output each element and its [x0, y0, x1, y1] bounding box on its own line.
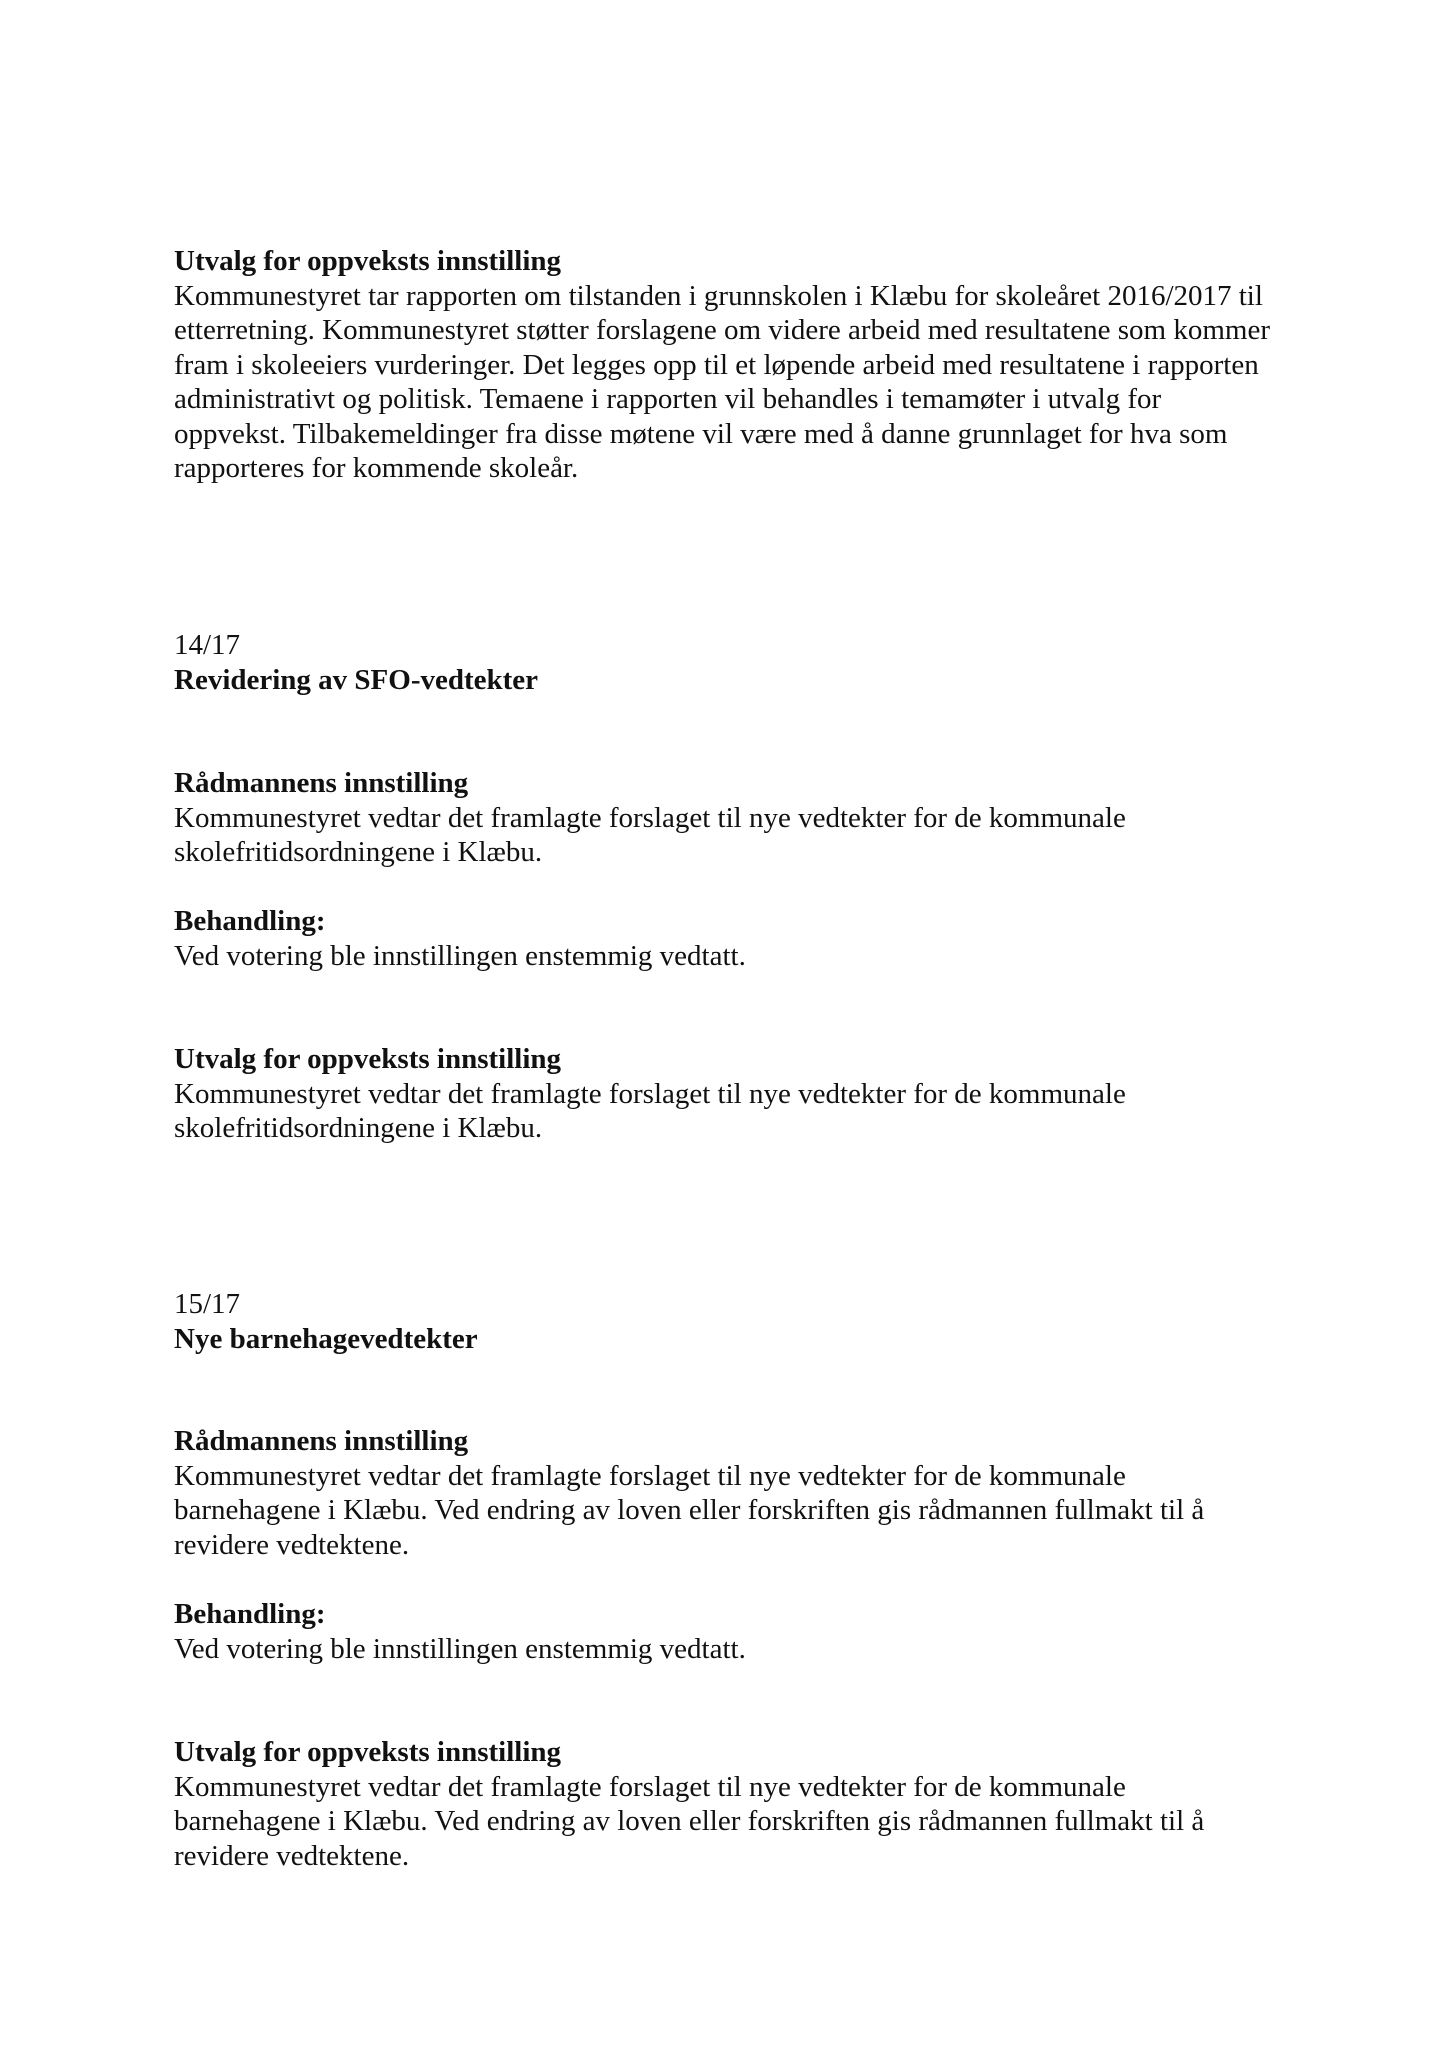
radmann-innstilling-heading: Rådmannens innstilling — [174, 1425, 469, 1457]
radmann-innstilling-text: Kommunestyret vedtar det framlagte forslaget til nye vedtekter for de kommunale barnehagene i Klæbu. Ved endring av loven eller forskriften gis rådmannen fullmakt til å revidere vedtektene. — [174, 1459, 1205, 1561]
case-14-utvalg-section — [174, 1042, 1304, 1146]
case-title: Nye barnehagevedtekter — [174, 1322, 478, 1355]
case-15-radmann-section — [174, 1424, 1304, 1562]
case-number: 15/17 — [174, 1288, 241, 1320]
behandling-text: Ved votering ble innstillingen enstemmig vedtatt. — [174, 1632, 746, 1665]
case-14-header — [174, 628, 1304, 697]
case-title: Revidering av SFO-vedtekter — [174, 663, 539, 696]
case-15-behandling-section — [174, 1597, 1304, 1666]
utvalg-innstilling-text: Kommunestyret vedtar det framlagte forslaget til nye vedtekter for de kommunale skolefritidsordningene i Klæbu. — [174, 1077, 1126, 1144]
utvalg-innstilling-heading: Utvalg for oppveksts innstilling — [174, 1736, 562, 1768]
utvalg-innstilling-text: Kommunestyret vedtar det framlagte forslaget til nye vedtekter for de kommunale barnehagene i Klæbu. Ved endring av loven eller forskriften gis rådmannen fullmakt til å revidere vedtektene. — [174, 1770, 1205, 1872]
case-number: 14/17 — [174, 629, 241, 661]
utvalg-innstilling-text: Kommunestyret tar rapporten om tilstanden i grunnskolen i Klæbu for skoleåret 2016/2017 til etterretning. Kommunestyret støtter forslagene om videre arbeid med resultatene som kommer fram i skoleeiers vurderinger. Det legges opp til et løpende arbeid med resultatene i rapporten administrativt og politisk. Temaene i rapporten vil behandles i temamøter i utvalg for oppvekst. Tilbakemeldinger fra disse møtene vil være med å danne grunnlaget for hva som rapporteres for kommende skoleår. — [174, 279, 1271, 484]
case-15-utvalg-section — [174, 1735, 1304, 1873]
utvalg-innstilling-section — [174, 244, 1304, 486]
behandling-heading: Behandling: — [174, 1598, 326, 1630]
case-14-behandling-section — [174, 904, 1304, 973]
case-15-header — [174, 1287, 1304, 1356]
utvalg-innstilling-heading: Utvalg for oppveksts innstilling — [174, 245, 562, 277]
radmann-innstilling-heading: Rådmannens innstilling — [174, 767, 469, 799]
radmann-innstilling-text: Kommunestyret vedtar det framlagte forslaget til nye vedtekter for de kommunale skolefritidsordningene i Klæbu. — [174, 801, 1126, 868]
utvalg-innstilling-heading: Utvalg for oppveksts innstilling — [174, 1043, 562, 1075]
case-14-radmann-section — [174, 766, 1304, 870]
behandling-text: Ved votering ble innstillingen enstemmig vedtatt. — [174, 939, 746, 972]
behandling-heading: Behandling: — [174, 905, 326, 937]
